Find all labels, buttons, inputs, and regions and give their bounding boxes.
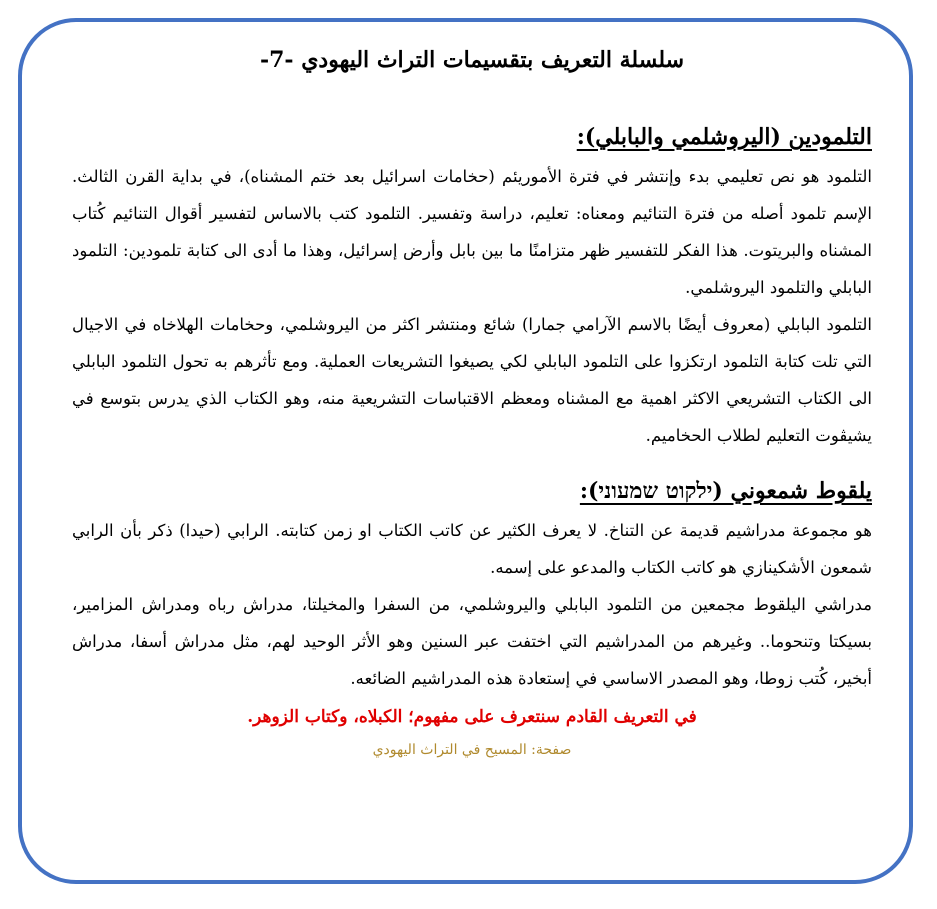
page-credit: صفحة: المسيح في التراث اليهودي (372, 742, 572, 758)
yalkut-heading: يلقوط شمعوني (ילקוט שמעוני): (579, 478, 872, 504)
page-title: سلسلة التعريف بتقسيمات التراث اليهودي -7- (259, 47, 685, 73)
yalkut-section (72, 474, 872, 697)
document-content (72, 44, 872, 765)
document-frame (18, 18, 913, 884)
yalkut-paragraph-1: هو مجموعة مدراشيم قديمة عن التناخ. لا يعرف الكثير عن كاتب الكتاب او زمن كتابته. الرابي (حيدا) ذكر بأن الرابي شمعون الأشكينازي هو كاتب الكتاب والمدعو على إسمه. (72, 521, 872, 577)
talmud-paragraph-1: التلمود هو نص تعليمي بدء وإنتشر في فترة الأموريئم (حخامات اسرائيل بعد ختم المشناه)، في بداية القرن الثالث. الإسم تلمود أصله من فترة التنائيم ومعناه: تعليم، دراسة وتفسير. التلمود كتب بالاساس لتفسير أقوال التنائيم كُتاب المشناه والبريتوت. هذا الفكر للتفسير ظهر متزامنًا ما بين بابل وأرض إسرائيل، وهذا ما أدى الى كتابة تلمودين: التلمود البابلي والتلمود اليروشلمي. (72, 167, 872, 297)
talmud-paragraph-2: التلمود البابلي (معروف أيضًا بالاسم الآرامي جمارا) شائع ومنتشر اكثر من اليروشلمي، وحخامات الهلاخاه في الاجيال التي تلت كتابة التلمود ارتكزوا على التلمود البابلي لكي يصيغوا التشريعات العملية. ومع تأثرهم به تحول التلمود البابلي الى الكتاب التشريعي الاكثر اهمية مع المشناه ومعظم الاقتباسات التشريعية منه، وهو الكتاب الذي يدرس بتوسع في يشيڤوت التعليم لطلاب الحخاميم. (72, 315, 872, 445)
talmud-section (72, 120, 872, 454)
section-gap (72, 454, 872, 474)
next-topic-note: في التعريف القادم سنتعرف على مفهوم؛ الكبلاه، وكتاب الزوهر. (247, 707, 697, 727)
yalkut-paragraph-2: مدراشي اليلقوط مجمعين من التلمود البابلي واليروشلمي، من السفرا والمخيلتا، مدراش رباه ومدراش المزامير، بسيكتا وتنحوما.. وغيرهم من المدراشيم التي اختفت عبر السنين وهو الأثر الوحيد لهم، مثل مدراش أسفا، مدراش أبخير، كُتب زوطا، وهو المصدر الاساسي في إستعادة هذه المدراشيم الضائعه. (72, 595, 872, 688)
talmud-heading: التلمودين (اليروشلمي والبابلي): (576, 124, 872, 150)
